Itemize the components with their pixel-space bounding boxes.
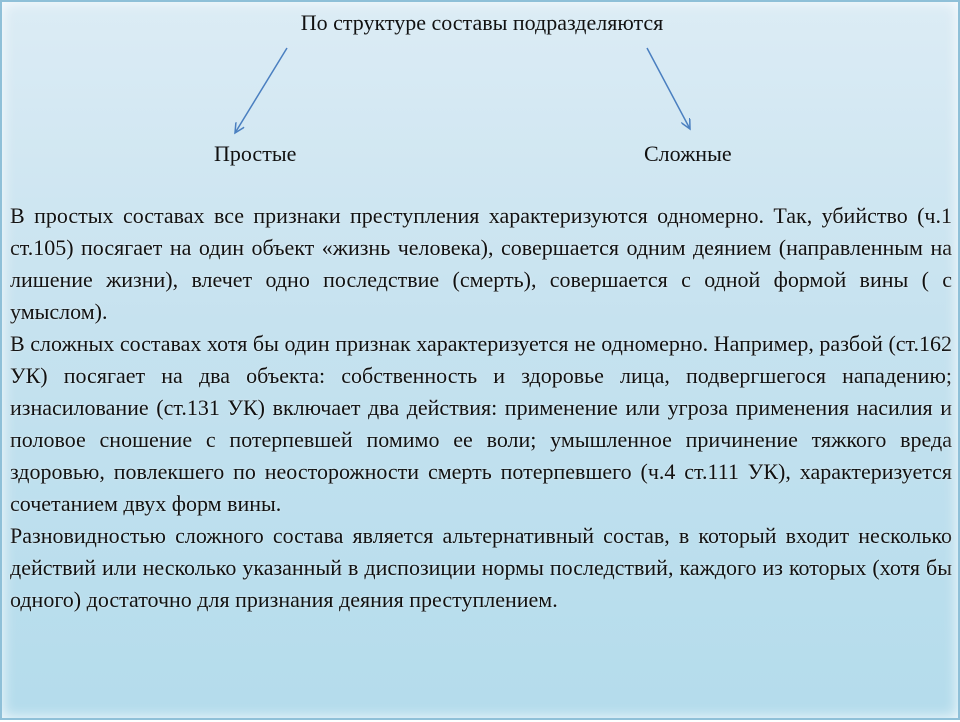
- right-arrow: [647, 48, 690, 129]
- slide-title: По структуре составы подразделяются: [300, 10, 664, 35]
- body-text: [10, 200, 952, 616]
- paragraph-complex: В сложных составах хотя бы один признак характеризуется не одномерно. Например, разбой (ст.162 УК) посягает на два объекта: собственность и здоровье лица, подвергшегося нападению; изнасилование (ст.131 УК) включает два действия: применение или угроза применения насилия и половое сношение с потерпевшей помимо ее воли; умышленное причинение тяжкого вреда здоровью, повлекшего по неосторожности смерть потерпевшего (ч.4 ст.111 УК), характеризуется сочетанием двух форм вины.: [10, 331, 952, 516]
- paragraph-alternative: Разновидностью сложного состава является альтернативный состав, в который входит несколько действий или несколько указанный в диспозиции нормы последствий, каждого из которых (хотя бы одного) достаточно для признания деяния преступлением.: [10, 523, 952, 612]
- branch-label-complex: Сложные: [644, 141, 732, 166]
- paragraph-simple: В простых составах все признаки преступления характеризуются одномерно. Так, убийство (ч.1 ст.105) посягает на один объект «жизнь человека), совершается одним деянием (направленным на лишение жизни), влечет одно последствие (смерть), совершается с одной формой вины ( с умыслом).: [10, 203, 952, 324]
- branch-label-simple: Простые: [214, 141, 297, 166]
- left-arrow: [235, 48, 287, 133]
